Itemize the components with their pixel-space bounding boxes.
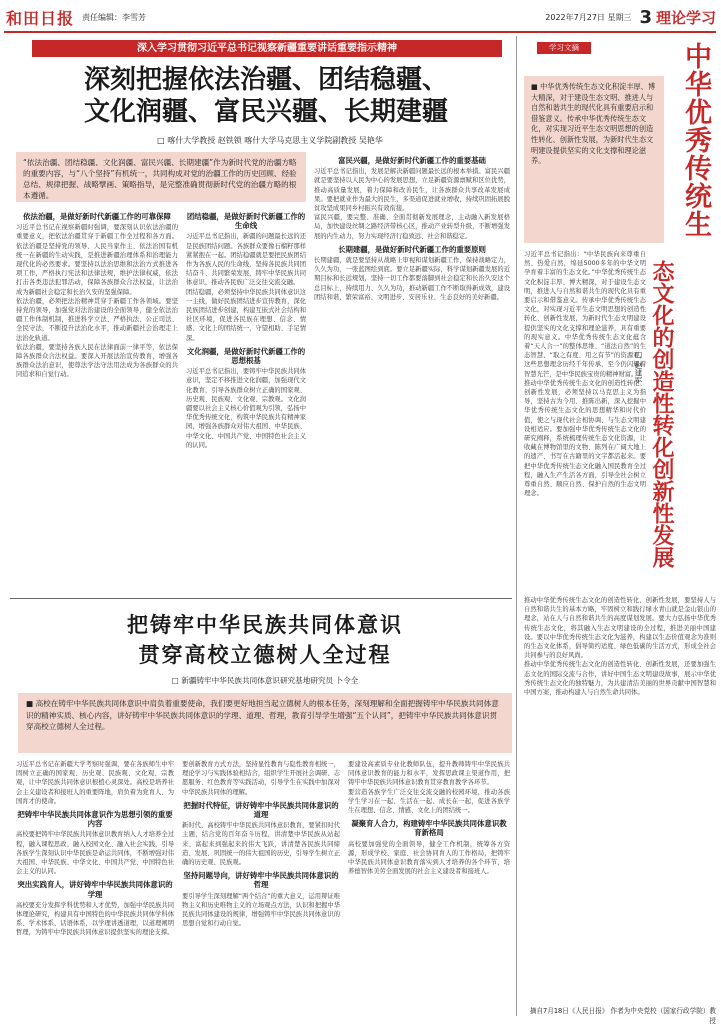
paragraph: 高校要充分发挥学科优势和人才优势，加强中华民族共同体理论研究，构建具有中国特色的中华民族共同体学科体系、学术体系、话语体系，以学理讲透道理，以道理阐明哲理，为铸牢中华民族共同体意识提供坚实的理论支撑。 — [16, 901, 174, 937]
paragraph: 要引导学生深刻理解“两个结合”的重大意义，运用辩证唯物主义和历史唯物主义的立场观点方法，认识和把握中华民族共同体建设的规律，增强铸牢中华民族共同体意识的思想自觉和行动自觉。 — [182, 892, 340, 928]
article1-title-line2: 文化润疆、富民兴疆、长期建疆 — [83, 97, 448, 127]
paragraph: 习近平总书记指出：“中华民族向来尊重自然、热爱自然，绵延5000多年的中华文明孕育着丰富的生态文化。”中华优秀传统生态文化积淀丰厚、博大精深，对于建设生态文明，推进人与自然和谐共生的现代化具有重要启示和借鉴意义。传承中华优秀传统生态文化，对实现习近平生态文明思想的创造性转化、创新性发展，为新时代生态文明建设提供坚实的文化支撑和理论滋养，具有重要的现实意义。中华优秀传统生态文化蕴含着“天人合一”的整体思维、“道法自然”的生态智慧、“取之有度、用之有节”的资源观，这些思想理念历经千年传承，至今仍闪耀着智慧光芒，是中华民族宝贵的精神财富。 — [524, 251, 646, 378]
paragraph: 高校要加强党的全面领导，健全工作机制，统筹各方资源，形成学校、家庭、社会协同育人的工作格局，把铸牢中华民族共同体意识教育落实到人才培养的各个环节，培养德智体美劳全面发展的社会主义建设者和接班人。 — [348, 840, 510, 876]
article2-subhead: 把铸牢中华民族共同体意识作为思想引领的重要内容 — [17, 810, 173, 829]
study-digest-box: ■ 中华优秀传统生态文化积淀丰厚、博大精深，对于建设生态文明、推进人与自然和谐共生的现代化具有重要启示和借鉴意义。传承中华优秀传统生态文化，对实现习近平生态文明思想的创造性转化、创新性发展，为新时代生态文明建设提供坚实的文化支撑和理论滋养。 — [524, 76, 664, 243]
page-section-name: 理论学习 — [655, 8, 716, 27]
article1-title-line1: 深刻把握依法治疆、团结稳疆、 — [83, 65, 448, 95]
page-number: 3 — [639, 6, 652, 28]
paragraph: 推动中华优秀传统生态文化的创造性转化、创新性发展，必须坚持以马克思主义为指导，坚持古为今用、推陈出新，深入挖掘中华优秀传统生态文化的思想精华和时代价值，使之与现代社会相协调、与生态文明建设相适应。要加强中华优秀传统生态文化的研究阐释，系统梳理传统生态文化资源，让收藏在博物馆里的文物、陈列在广阔大地上的遗产、书写在古籍里的文字都活起来。要把中华优秀传统生态文化融入国民教育全过程，融入生产生活各方面，引导全社会树立尊重自然、顺应自然、保护自然的生态文明理念。 — [524, 379, 646, 498]
editor-credit: 责任编辑：李雪芳 — [82, 12, 147, 22]
article1-kicker: 深入学习贯彻习近平总书记视察新疆重要讲话重要指示精神 — [32, 40, 502, 57]
paragraph: 高校要把铸牢中华民族共同体意识教育纳入人才培养全过程，融入课程思政、融入校园文化、融入社会实践，引导各族学生深刻认识中华民族是命运共同体，不断增强对伟大祖国、中华民族、中华文化、中国共产党、中国特色社会主义的认同。 — [16, 831, 174, 876]
article1-byline: □ 喀什大学教授 赵铁锁 喀什大学马克思主义学院副教授 吴艳华 — [157, 136, 383, 145]
paragraph: 长期建疆，就是要坚持从战略上审视和谋划新疆工作，保持战略定力，久久为功，一张蓝图绘到底。要立足新疆实际，科学谋划新疆发展的近期目标和长远规划，坚持一切工作都要落脚到社会稳定和长治久安这个总目标上，持续用力、久久为功，推动新疆工作不断取得新成效，建设团结和谐、繁荣富裕、文明进步、安居乐业、生态良好的美好新疆。 — [314, 257, 510, 301]
article3-author: □ 赵建军 — [634, 350, 643, 384]
article1-subhead: 长期建疆，是做好新时代新疆工作的重要原则 — [338, 244, 486, 254]
article1-subhead: 依法治疆，是做好新时代新疆工作的可靠保障 — [23, 212, 171, 221]
paragraph: 习近平总书记指出，新疆的问题最长远的还是民族团结问题。各族群众要像石榴籽那样紧紧抱在一起。团结稳疆就是要把民族团结作为各族人民的生命线，坚持各民族共同团结奋斗、共同繁荣发展，铸牢中华民族共同体意识，推动各民族广泛交往交流交融。 — [186, 233, 306, 287]
article1-abstract: “依法治疆、团结稳疆、文化润疆、富民兴疆、长期建疆”作为新时代党的治疆方略的重要内容，与“八个坚持”有机统一，共同构成对党的治疆工作的历史回顾、经验总结、规律把握、战略擘画、策略指导，是完整准确贯彻新时代党的治疆方略的根本遵循。 — [16, 152, 306, 202]
article1-subhead: 富民兴疆，是做好新时代新疆工作的重要基础 — [338, 156, 486, 165]
newspaper-logo: 和田日报 — [6, 8, 75, 28]
article2-byline: □ 新疆铸牢中华民族共同体意识研究基地研究员 卜令全 — [171, 676, 359, 685]
paragraph: 富民兴疆，要完整、准确、全面贯彻新发展理念，主动融入新发展格局，加快建设丝绸之路经济带核心区，推动产业转型升级，不断增强发展的内生动力，努力实现经济行稳致远、社会和谐稳定。 — [314, 214, 510, 240]
paragraph: 推动中华优秀传统生态文化的创造性转化、创新性发展，要坚持人与自然和谐共生的基本方略，牢固树立和践行绿水青山就是金山银山的理念，站在人与自然和谐共生的高度谋划发展。要大力弘扬中华优秀传统生态文化，将其融入生态文明建设的全过程，推进美丽中国建设。要以中华优秀传统生态文化为滋养，构建以生态价值观念为准则的生态文化体系，倡导简约适度、绿色低碳的生活方式，形成全社会共同参与的良好风尚。 — [524, 597, 716, 660]
article2-column-2 — [182, 760, 340, 1018]
article2-title-line2: 贯穿高校立德树人全过程 — [138, 642, 392, 667]
article3-title-line2: 态文化的创造性转化创新性发展 — [649, 260, 675, 568]
article2-subhead: 坚持问题导向，讲好铸牢中华民族共同体意识的哲理 — [183, 871, 339, 890]
article1-column-2 — [186, 208, 306, 588]
article2-column-1 — [16, 760, 174, 1018]
article1-column-3 — [314, 152, 510, 588]
paragraph: 习近平总书记在新疆大学考察时强调，要在各族师生中牢固树立正确的国家观、历史观、民族观、文化观、宗教观，让中华民族共同体意识根植心灵深处。高校是培养社会主义建设者和接班人的重要阵地，肩负着为党育人、为国育才的使命。 — [16, 761, 174, 805]
article1-title — [16, 64, 516, 128]
article3-column-2 — [524, 596, 716, 1002]
paragraph: 新时代，高校铸牢中华民族共同体意识教育，要紧扣时代主题，结合党的百年奋斗历程，讲清楚中华民族从站起来、富起来到强起来的伟大飞跃，讲清楚各民族共同缔造、发展、巩固统一的伟大祖国的历史，引导学生树立正确的历史观、民族观。 — [182, 822, 340, 867]
paragraph: 团结稳疆，必须坚持中华民族共同体意识这一主线，做好民族团结进步宣传教育，深化民族团结进步创建，构建互嵌式社会结构和社区环境，促进各民族在理想、信念、情感、文化上的团结统一，守望相助、手足情深。 — [186, 288, 306, 342]
article2-subhead: 把握时代特征，讲好铸牢中华民族共同体意识的道理 — [183, 800, 339, 820]
column-divider — [516, 36, 517, 1016]
article1-subhead: 文化润疆，是做好新时代新疆工作的思想根基 — [186, 346, 306, 366]
paragraph: 习近平总书记在视察新疆时强调，要深刻认识依法治疆的重要意义，把依法治疆贯穿于新疆工作全过程和各方面。依法治疆是坚持党的领导、人民当家作主、依法治国有机统一在新疆的生动实践，是推进新疆治理体系和治理能力现代化的必然要求。要坚持以法治思维和法治方式推进各项工作，严格执行宪法和法律法规，维护法律权威，依法打击各类违法犯罪活动，保障各族群众合法权益，让法治成为新疆社会稳定和长治久安的坚强保障。 — [16, 224, 178, 296]
article2-column-3 — [348, 760, 510, 1018]
paragraph: 要营造各族学生广泛交往交流交融的校园环境，推动各族学生学习在一起、生活在一起、成长在一起，促进各族学生在理想、信念、情感、文化上的团结统一。 — [348, 788, 510, 815]
article3-source: 摘自7月18日《人民日报》 作者为中央党校（国家行政学院）教授 — [529, 1007, 716, 1024]
article1-subhead: 团结稳疆，是做好新时代新疆工作的生命线 — [186, 212, 306, 231]
paragraph: 推动中华优秀传统生态文化的创造性转化、创新性发展，还要加强生态文化的国际交流与合作，讲好中国生态文明建设故事，展示中华优秀传统生态文化的独特魅力，为共建清洁美丽的世界贡献中国智慧和中国方案，推动构建人与自然生命共同体。 — [524, 661, 716, 697]
article2-subhead: 凝聚育人合力，构建铸牢中华民族共同体意识教育新格局 — [351, 819, 507, 838]
article2-abstract: ■ 高校在铸牢中华民族共同体意识中肩负着重要使命，我们要更好地担当起立德树人的根本任务，深刻理解和全面把握铸牢中华民族共同体意识的精神实质、核心内容，讲好铸牢中华民族共同体意识的学理、道理、哲理，教育引导学生增强“五个认同”，把铸牢中华民族共同体意识贯穿高校立德树人全过程。 — [18, 693, 512, 753]
article3-column-1 — [524, 250, 646, 590]
paragraph: 习近平总书记指出，发展是解决新疆问题最长远的根本举措。富民兴疆就是要坚持以人民为中心的发展思想，立足新疆资源禀赋和区位优势，推动高质量发展，着力保障和改善民生，让各族群众共享改革发展成果。要把就业作为最大的民生，多渠道促进就业增收，持续巩固拓展脱贫攻坚成果同乡村振兴有效衔接。 — [314, 168, 510, 213]
article2-title — [20, 610, 510, 670]
article2-subhead: 突出实践育人，讲好铸牢中华民族共同体意识的学理 — [17, 880, 173, 899]
header-rule — [4, 31, 716, 33]
article2-title-line1: 把铸牢中华民族共同体意识 — [127, 612, 403, 637]
paragraph: 习近平总书记指出，要铸牢中华民族共同体意识，坚定不移推进文化润疆，加强现代文化教育，引导各族群众树立正确的国家观、历史观、民族观、文化观、宗教观。文化润疆要以社会主义核心价值观为引领，弘扬中华优秀传统文化，构筑中华民族共有精神家园，增强各族群众对伟大祖国、中华民族、中华文化、中国共产党、中国特色社会主义的认同。 — [186, 368, 306, 449]
article1-column-1 — [16, 208, 178, 588]
paragraph: 要创新教育方式方法，坚持显性教育与隐性教育相统一，理论学习与实践体验相结合，组织学生开展社会调研、志愿服务、红色教育等实践活动，引导学生在实践中加深对中华民族共同体的理解。 — [182, 761, 340, 796]
study-digest-header: 学习文摘 — [537, 42, 591, 54]
article3-title-line1: 中华优秀传统生 — [680, 42, 711, 238]
section-divider — [10, 598, 512, 599]
paragraph: 要建设高素质专业化教师队伍，提升教师铸牢中华民族共同体意识教育的能力和水平，发挥思政课主渠道作用，把铸牢中华民族共同体意识教育贯穿教育教学各环节。 — [348, 761, 510, 787]
masthead — [6, 4, 716, 30]
paragraph: 依法治疆，要坚持各族人民在法律面前一律平等，依法保障各族群众合法权益。要深入开展法治宣传教育，增强各族群众法治意识，使尊法学法守法用法成为各族群众的共同追求和自觉行动。 — [16, 343, 178, 379]
paragraph: 依法治疆，必须把法治精神贯穿于新疆工作各领域。要坚持党的领导，加强党对法治建设的全面领导，健全依法治疆工作体制机制，推进科学立法、严格执法、公正司法、全民守法，不断提升法治化水平，推动新疆社会治理走上法治化轨道。 — [16, 297, 178, 342]
issue-date: 2022年7月27日 星期三 — [545, 12, 632, 22]
